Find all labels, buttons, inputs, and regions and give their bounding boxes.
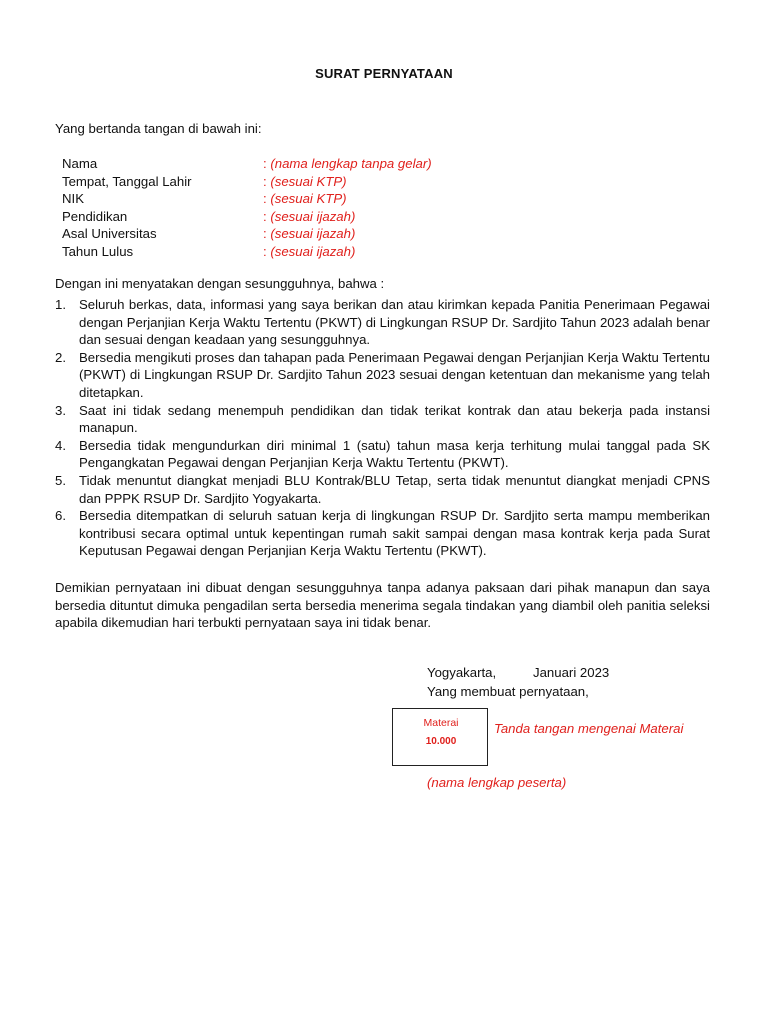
list-item [55, 472, 710, 507]
maker-text: Yang membuat pernyataan, [427, 684, 589, 699]
identity-label: Pendidikan [62, 208, 128, 224]
identity-label: NIK [62, 191, 84, 207]
list-number: 2. [55, 349, 66, 365]
list-text: Bersedia ditempatkan di seluruh satuan kerja di lingkungan RSUP Dr. Sardjito serta mampu memberikan kontribusi secara optimal untuk kepentingan rumah sakit sampai dengan masa kontrak kerja pada Surat Keputusan Pegawai dengan Perjanjian Kerja Waktu Tertentu (PKWT). [79, 508, 710, 559]
separator: : [263, 208, 267, 224]
identity-value [263, 190, 347, 208]
list-text: Seluruh berkas, data, informasi yang saya berikan dan atau kirimkan kepada Panitia Penerimaan Pegawai dengan Perjanjian Kerja Waktu Tertentu (PKWT) di Lingkungan RSUP Dr. Sardjito Tahun 2023 adalah benar dan sesuai dengan keadaan yang sesungguhnya. [79, 297, 710, 348]
placeholder-value: (sesuai KTP) [270, 173, 347, 189]
document-title: SURAT PERNYATAAN [315, 66, 453, 81]
statement-intro: Dengan ini menyatakan dengan sesungguhnya, bahwa : [55, 276, 385, 291]
identity-value [263, 243, 355, 261]
signer-name-placeholder: (nama lengkap peserta) [427, 775, 567, 790]
separator: : [263, 243, 267, 259]
identity-value [263, 173, 347, 191]
separator: : [263, 173, 267, 189]
list-text: Bersedia mengikuti proses dan tahapan pada Penerimaan Pegawai dengan Perjanjian Kerja Waktu Tertentu (PKWT) di Lingkungan RSUP Dr. Sardjito Tahun 2023 sesuai dengan ketentuan dan mekanisme yang telah ditetapkan. [79, 349, 710, 400]
list-number: 1. [55, 297, 66, 312]
signature-note: Tanda tangan mengenai Materai [494, 721, 684, 736]
list-text: Tidak menuntut diangkat menjadi BLU Kontrak/BLU Tetap, serta tidak menuntut diangkat menjadi CPNS dan PPPK RSUP Dr. Sardjito Yogyakarta. [79, 472, 710, 506]
identity-value [263, 155, 432, 173]
list-text: Bersedia tidak mengundurkan diri minimal 1 (satu) tahun masa kerja terhitung mulai tanggal pada SK Pengangkatan Pegawai dengan Perjanjian Kerja Waktu Tertentu (PKWT). [79, 437, 710, 471]
placeholder-value: (sesuai ijazah) [270, 243, 356, 259]
statement-list [55, 296, 710, 560]
list-number: 6. [55, 508, 66, 524]
list-item [55, 296, 710, 349]
identity-value [263, 225, 355, 243]
stamp-box [392, 708, 488, 766]
closing-paragraph: Demikian pernyataan ini dibuat dengan sesungguhnya tanpa adanya paksaan dari pihak manapun dan saya bersedia dituntut dimuka pengadilan serta bersedia menerima segala tindakan yang diambil oleh panitia seleksi apabila dikemudian hari terbukti pernyataan saya ini tidak benar. [55, 580, 710, 631]
list-number: 5. [55, 472, 66, 488]
stamp-label: Materai [423, 717, 459, 729]
separator: : [263, 191, 267, 207]
list-text: Saat ini tidak sedang menempuh pendidikan dan tidak terikat kontrak dan atau bekerja pada instansi manapun. [79, 402, 710, 436]
placeholder-value: (sesuai ijazah) [270, 226, 356, 242]
identity-label: Tempat, Tanggal Lahir [62, 173, 192, 189]
separator: : [263, 156, 267, 171]
list-number: 3. [55, 402, 66, 418]
list-number: 4. [55, 437, 66, 453]
list-item [55, 402, 710, 437]
identity-value [263, 208, 355, 226]
date-text: Januari 2023 [533, 665, 610, 680]
list-item [55, 507, 710, 560]
intro-text: Yang bertanda tangan di bawah ini: [55, 121, 262, 136]
list-item [55, 349, 710, 402]
identity-label: Asal Universitas [62, 226, 157, 242]
list-item [55, 437, 710, 472]
placeholder-value: (nama lengkap tanpa gelar) [270, 156, 432, 171]
place-text: Yogyakarta, [427, 665, 497, 680]
placeholder-value: (sesuai KTP) [270, 191, 347, 207]
place-date [427, 665, 610, 680]
placeholder-value: (sesuai ijazah) [270, 208, 356, 224]
identity-label: Tahun Lulus [62, 243, 134, 259]
separator: : [263, 226, 267, 242]
stamp-value: 10.000 [425, 736, 457, 747]
identity-label: Nama [62, 156, 98, 171]
